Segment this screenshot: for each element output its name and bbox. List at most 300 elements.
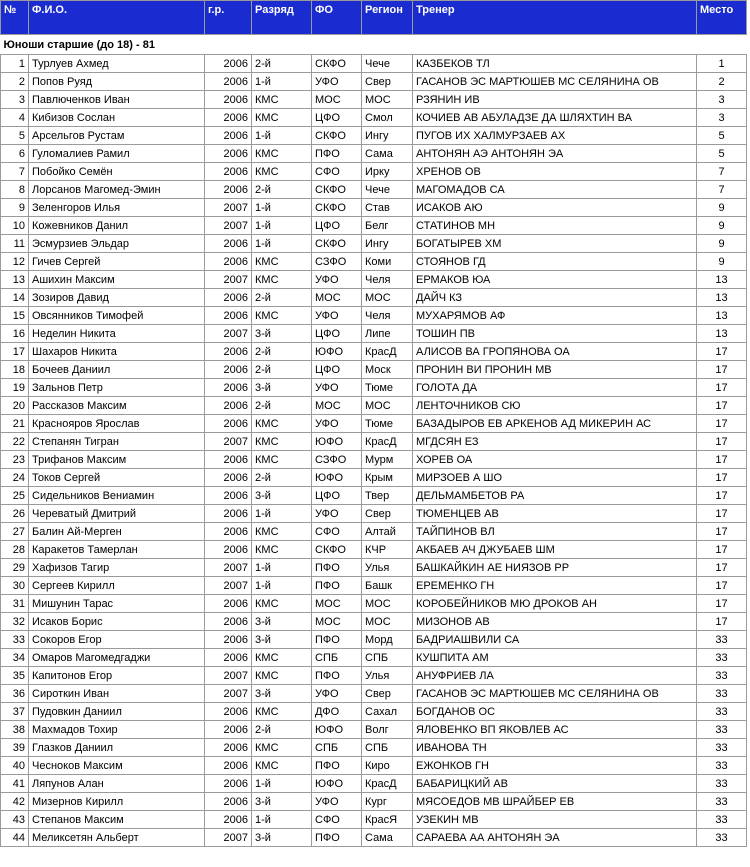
cell-number: 34: [1, 649, 29, 667]
cell-region: Став: [362, 199, 413, 217]
cell-number: 16: [1, 325, 29, 343]
cell-coach: БОГАТЫРЕВ ХМ: [413, 235, 697, 253]
cell-rank: КМС: [252, 595, 312, 613]
cell-rank: 3-й: [252, 613, 312, 631]
cell-name: Меликсетян Альберт: [29, 829, 205, 847]
cell-name: Гичев Сергей: [29, 253, 205, 271]
cell-rank: 3-й: [252, 325, 312, 343]
cell-coach: ГАСАНОВ ЭС МАРТЮШЕВ МС СЕЛЯНИНА ОВ: [413, 73, 697, 91]
cell-coach: БАШКАЙКИН АЕ НИЯЗОВ РР: [413, 559, 697, 577]
cell-name: Рассказов Максим: [29, 397, 205, 415]
cell-federal-district: СКФО: [312, 55, 362, 73]
cell-place: 33: [697, 775, 747, 793]
cell-birth-year: 2006: [205, 811, 252, 829]
cell-name: Балин Ай-Мерген: [29, 523, 205, 541]
cell-coach: ИСАКОВ АЮ: [413, 199, 697, 217]
cell-federal-district: СКФО: [312, 235, 362, 253]
cell-number: 18: [1, 361, 29, 379]
cell-birth-year: 2006: [205, 631, 252, 649]
cell-region: Улья: [362, 667, 413, 685]
cell-place: 7: [697, 163, 747, 181]
cell-federal-district: СЗФО: [312, 253, 362, 271]
cell-region: МОС: [362, 613, 413, 631]
cell-coach: ДЕЛЬМАМБЕТОВ РА: [413, 487, 697, 505]
cell-coach: ТОШИН ПВ: [413, 325, 697, 343]
cell-birth-year: 2007: [205, 199, 252, 217]
cell-federal-district: ПФО: [312, 145, 362, 163]
cell-coach: КОЧИЕВ АВ АБУЛАДЗЕ ДА ШЛЯХТИН ВА: [413, 109, 697, 127]
cell-federal-district: ЮФО: [312, 343, 362, 361]
table-row: [1, 523, 747, 541]
cell-federal-district: ПФО: [312, 667, 362, 685]
cell-region: Ингу: [362, 127, 413, 145]
cell-birth-year: 2006: [205, 253, 252, 271]
cell-number: 40: [1, 757, 29, 775]
cell-coach: МУХАРЯМОВ АФ: [413, 307, 697, 325]
cell-region: Коми: [362, 253, 413, 271]
cell-region: Челя: [362, 307, 413, 325]
table-row: [1, 775, 747, 793]
cell-coach: ГОЛОТА ДА: [413, 379, 697, 397]
cell-place: 13: [697, 325, 747, 343]
cell-coach: УЗЕКИН МВ: [413, 811, 697, 829]
cell-coach: ЛЕНТОЧНИКОВ СЮ: [413, 397, 697, 415]
cell-name: Сокоров Егор: [29, 631, 205, 649]
table-row: [1, 361, 747, 379]
cell-name: Омаров Магомедгаджи: [29, 649, 205, 667]
table-row: [1, 721, 747, 739]
cell-birth-year: 2006: [205, 361, 252, 379]
cell-number: 29: [1, 559, 29, 577]
cell-birth-year: 2006: [205, 595, 252, 613]
cell-birth-year: 2006: [205, 235, 252, 253]
cell-place: 9: [697, 217, 747, 235]
table-row: [1, 145, 747, 163]
cell-federal-district: ЦФО: [312, 217, 362, 235]
cell-region: Твер: [362, 487, 413, 505]
cell-birth-year: 2007: [205, 667, 252, 685]
cell-number: 37: [1, 703, 29, 721]
cell-place: 17: [697, 613, 747, 631]
cell-coach: МАГОМАДОВ СА: [413, 181, 697, 199]
header-place: Место: [697, 1, 747, 35]
cell-federal-district: ПФО: [312, 829, 362, 847]
cell-federal-district: СПБ: [312, 649, 362, 667]
cell-birth-year: 2006: [205, 163, 252, 181]
table-row: [1, 181, 747, 199]
cell-region: Тюме: [362, 379, 413, 397]
cell-rank: 1-й: [252, 559, 312, 577]
cell-place: 1: [697, 55, 747, 73]
cell-place: 17: [697, 469, 747, 487]
cell-rank: КМС: [252, 451, 312, 469]
cell-region: Моск: [362, 361, 413, 379]
table-row: [1, 163, 747, 181]
cell-region: СПБ: [362, 649, 413, 667]
cell-coach: КУШПИТА АМ: [413, 649, 697, 667]
cell-name: Павлюченков Иван: [29, 91, 205, 109]
cell-name: Глазков Даниил: [29, 739, 205, 757]
table-row: [1, 271, 747, 289]
cell-place: 17: [697, 343, 747, 361]
cell-birth-year: 2006: [205, 397, 252, 415]
cell-place: 33: [697, 793, 747, 811]
group-row: [1, 35, 747, 55]
cell-rank: 2-й: [252, 289, 312, 307]
cell-birth-year: 2006: [205, 721, 252, 739]
cell-federal-district: ПФО: [312, 577, 362, 595]
cell-place: 17: [697, 577, 747, 595]
cell-coach: ДАЙЧ КЗ: [413, 289, 697, 307]
cell-number: 39: [1, 739, 29, 757]
cell-name: Махмадов Тохир: [29, 721, 205, 739]
cell-birth-year: 2006: [205, 379, 252, 397]
cell-rank: 2-й: [252, 469, 312, 487]
cell-birth-year: 2007: [205, 559, 252, 577]
cell-number: 28: [1, 541, 29, 559]
cell-number: 30: [1, 577, 29, 595]
cell-place: 3: [697, 91, 747, 109]
cell-name: Шахаров Никита: [29, 343, 205, 361]
cell-federal-district: СКФО: [312, 541, 362, 559]
cell-birth-year: 2007: [205, 325, 252, 343]
cell-coach: САРАЕВА АА АНТОНЯН ЭА: [413, 829, 697, 847]
header-birth-year: г.р.: [205, 1, 252, 35]
cell-region: МОС: [362, 397, 413, 415]
cell-name: Сироткин Иван: [29, 685, 205, 703]
cell-number: 38: [1, 721, 29, 739]
cell-place: 33: [697, 829, 747, 847]
table-row: [1, 613, 747, 631]
table-row: [1, 631, 747, 649]
cell-federal-district: ЦФО: [312, 487, 362, 505]
cell-federal-district: УФО: [312, 73, 362, 91]
cell-federal-district: МОС: [312, 397, 362, 415]
cell-federal-district: УФО: [312, 793, 362, 811]
cell-place: 13: [697, 289, 747, 307]
cell-birth-year: 2006: [205, 487, 252, 505]
cell-name: Мизернов Кирилл: [29, 793, 205, 811]
cell-number: 12: [1, 253, 29, 271]
cell-federal-district: МОС: [312, 289, 362, 307]
table-row: [1, 685, 747, 703]
table-row: [1, 487, 747, 505]
cell-rank: КМС: [252, 433, 312, 451]
cell-name: Лорсанов Магомед-Эмин: [29, 181, 205, 199]
cell-birth-year: 2006: [205, 415, 252, 433]
cell-coach: БАЗАДЫРОВ ЕВ АРКЕНОВ АД МИКЕРИН АС: [413, 415, 697, 433]
cell-region: СПБ: [362, 739, 413, 757]
cell-region: Липе: [362, 325, 413, 343]
cell-name: Бочеев Даниил: [29, 361, 205, 379]
cell-coach: ГАСАНОВ ЭС МАРТЮШЕВ МС СЕЛЯНИНА ОВ: [413, 685, 697, 703]
cell-birth-year: 2006: [205, 109, 252, 127]
cell-number: 22: [1, 433, 29, 451]
cell-region: Чече: [362, 55, 413, 73]
cell-place: 33: [697, 667, 747, 685]
cell-place: 17: [697, 487, 747, 505]
cell-name: Сидельников Вениамин: [29, 487, 205, 505]
cell-rank: 3-й: [252, 379, 312, 397]
cell-birth-year: 2007: [205, 685, 252, 703]
table-row: [1, 109, 747, 127]
cell-region: Башк: [362, 577, 413, 595]
cell-coach: ЕРЕМЕНКО ГН: [413, 577, 697, 595]
cell-region: МОС: [362, 91, 413, 109]
cell-birth-year: 2006: [205, 181, 252, 199]
cell-name: Зальнов Петр: [29, 379, 205, 397]
cell-rank: 1-й: [252, 577, 312, 595]
table-row: [1, 595, 747, 613]
cell-birth-year: 2006: [205, 91, 252, 109]
table-row: [1, 289, 747, 307]
table-row: [1, 433, 747, 451]
cell-federal-district: ЮФО: [312, 469, 362, 487]
cell-name: Краснояров Ярослав: [29, 415, 205, 433]
header-name: Ф.И.О.: [29, 1, 205, 35]
cell-number: 42: [1, 793, 29, 811]
cell-name: Токов Сергей: [29, 469, 205, 487]
cell-name: Степанов Максим: [29, 811, 205, 829]
cell-place: 33: [697, 757, 747, 775]
cell-federal-district: ДФО: [312, 703, 362, 721]
cell-rank: КМС: [252, 145, 312, 163]
cell-rank: 3-й: [252, 685, 312, 703]
cell-place: 17: [697, 523, 747, 541]
cell-federal-district: ПФО: [312, 631, 362, 649]
cell-birth-year: 2006: [205, 307, 252, 325]
cell-number: 9: [1, 199, 29, 217]
cell-coach: ХОРЕВ ОА: [413, 451, 697, 469]
cell-name: Чесноков Максим: [29, 757, 205, 775]
cell-coach: РЗЯНИН ИВ: [413, 91, 697, 109]
cell-region: Кург: [362, 793, 413, 811]
cell-federal-district: МОС: [312, 595, 362, 613]
cell-number: 14: [1, 289, 29, 307]
table-row: [1, 415, 747, 433]
cell-name: Побойко Семён: [29, 163, 205, 181]
table-row: [1, 649, 747, 667]
cell-rank: КМС: [252, 271, 312, 289]
cell-number: 41: [1, 775, 29, 793]
cell-name: Ашихин Максим: [29, 271, 205, 289]
cell-coach: ИВАНОВА ТН: [413, 739, 697, 757]
cell-birth-year: 2006: [205, 343, 252, 361]
cell-name: Каракетов Тамерлан: [29, 541, 205, 559]
cell-name: Гуломалиев Рамил: [29, 145, 205, 163]
cell-region: Тюме: [362, 415, 413, 433]
cell-number: 27: [1, 523, 29, 541]
cell-rank: 3-й: [252, 829, 312, 847]
cell-number: 21: [1, 415, 29, 433]
cell-federal-district: МОС: [312, 613, 362, 631]
cell-birth-year: 2007: [205, 217, 252, 235]
cell-number: 17: [1, 343, 29, 361]
cell-birth-year: 2007: [205, 433, 252, 451]
cell-coach: БАБАРИЦКИЙ АВ: [413, 775, 697, 793]
cell-number: 24: [1, 469, 29, 487]
cell-coach: ТАЙПИНОВ ВЛ: [413, 523, 697, 541]
cell-coach: АКБАЕВ АЧ ДЖУБАЕВ ШМ: [413, 541, 697, 559]
cell-federal-district: СКФО: [312, 199, 362, 217]
cell-coach: АНУФРИЕВ ЛА: [413, 667, 697, 685]
cell-federal-district: УФО: [312, 271, 362, 289]
cell-region: Сахал: [362, 703, 413, 721]
cell-rank: 1-й: [252, 775, 312, 793]
cell-number: 4: [1, 109, 29, 127]
cell-birth-year: 2006: [205, 127, 252, 145]
cell-place: 17: [697, 415, 747, 433]
table-row: [1, 127, 747, 145]
cell-place: 33: [697, 739, 747, 757]
table-row: [1, 739, 747, 757]
cell-birth-year: 2006: [205, 145, 252, 163]
cell-birth-year: 2006: [205, 649, 252, 667]
cell-federal-district: СФО: [312, 523, 362, 541]
cell-name: Овсянников Тимофей: [29, 307, 205, 325]
cell-place: 17: [697, 595, 747, 613]
cell-place: 33: [697, 721, 747, 739]
cell-place: 13: [697, 307, 747, 325]
cell-coach: КАЗБЕКОВ ТЛ: [413, 55, 697, 73]
cell-place: 5: [697, 127, 747, 145]
cell-rank: 3-й: [252, 631, 312, 649]
cell-place: 3: [697, 109, 747, 127]
header-number: №: [1, 1, 29, 35]
cell-region: КрасД: [362, 433, 413, 451]
cell-name: Ляпунов Алан: [29, 775, 205, 793]
cell-federal-district: СЗФО: [312, 451, 362, 469]
cell-number: 2: [1, 73, 29, 91]
table-row: [1, 829, 747, 847]
cell-federal-district: СКФО: [312, 181, 362, 199]
cell-region: Белг: [362, 217, 413, 235]
cell-number: 3: [1, 91, 29, 109]
cell-place: 17: [697, 451, 747, 469]
cell-rank: 1-й: [252, 127, 312, 145]
cell-federal-district: ЦФО: [312, 361, 362, 379]
cell-region: МОС: [362, 595, 413, 613]
cell-rank: КМС: [252, 109, 312, 127]
cell-region: МОС: [362, 289, 413, 307]
cell-number: 6: [1, 145, 29, 163]
cell-region: Свер: [362, 73, 413, 91]
cell-place: 17: [697, 559, 747, 577]
cell-rank: 1-й: [252, 217, 312, 235]
cell-number: 25: [1, 487, 29, 505]
cell-name: Турлуев Ахмед: [29, 55, 205, 73]
cell-birth-year: 2006: [205, 451, 252, 469]
cell-place: 17: [697, 541, 747, 559]
cell-region: Чече: [362, 181, 413, 199]
cell-name: Попов Руяд: [29, 73, 205, 91]
cell-federal-district: СПБ: [312, 739, 362, 757]
table-row: [1, 793, 747, 811]
cell-number: 11: [1, 235, 29, 253]
cell-rank: 1-й: [252, 505, 312, 523]
cell-coach: ЕРМАКОВ ЮА: [413, 271, 697, 289]
cell-coach: ПУГОВ ИХ ХАЛМУРЗАЕВ АХ: [413, 127, 697, 145]
cell-place: 33: [697, 685, 747, 703]
cell-name: Исаков Борис: [29, 613, 205, 631]
cell-region: Волг: [362, 721, 413, 739]
cell-federal-district: УФО: [312, 415, 362, 433]
cell-federal-district: ЮФО: [312, 721, 362, 739]
cell-birth-year: 2007: [205, 829, 252, 847]
cell-place: 9: [697, 199, 747, 217]
cell-birth-year: 2007: [205, 577, 252, 595]
table-row: [1, 253, 747, 271]
cell-coach: ТЮМЕНЦЕВ АВ: [413, 505, 697, 523]
cell-federal-district: ЮФО: [312, 433, 362, 451]
cell-birth-year: 2006: [205, 613, 252, 631]
cell-region: КрасЯ: [362, 811, 413, 829]
table-row: [1, 217, 747, 235]
cell-federal-district: УФО: [312, 685, 362, 703]
table-row: [1, 73, 747, 91]
cell-rank: 2-й: [252, 343, 312, 361]
cell-name: Хафизов Тагир: [29, 559, 205, 577]
cell-number: 31: [1, 595, 29, 613]
cell-name: Мишунин Тарас: [29, 595, 205, 613]
cell-federal-district: МОС: [312, 91, 362, 109]
table-row: [1, 667, 747, 685]
cell-coach: ПРОНИН ВИ ПРОНИН МВ: [413, 361, 697, 379]
cell-name: Зозиров Давид: [29, 289, 205, 307]
cell-number: 1: [1, 55, 29, 73]
table-row: [1, 559, 747, 577]
cell-rank: 2-й: [252, 181, 312, 199]
cell-region: Смол: [362, 109, 413, 127]
header-rank: Разряд: [252, 1, 312, 35]
table-row: [1, 343, 747, 361]
cell-name: Сергеев Кирилл: [29, 577, 205, 595]
cell-coach: ЯЛОВЕНКО ВП ЯКОВЛЕВ АС: [413, 721, 697, 739]
header-coach: Тренер: [413, 1, 697, 35]
cell-rank: КМС: [252, 523, 312, 541]
cell-region: Ирку: [362, 163, 413, 181]
cell-region: Свер: [362, 685, 413, 703]
cell-place: 33: [697, 649, 747, 667]
cell-place: 33: [697, 703, 747, 721]
cell-rank: КМС: [252, 91, 312, 109]
table-row: [1, 811, 747, 829]
cell-number: 5: [1, 127, 29, 145]
cell-birth-year: 2006: [205, 739, 252, 757]
cell-region: Крым: [362, 469, 413, 487]
cell-rank: 1-й: [252, 811, 312, 829]
cell-birth-year: 2006: [205, 793, 252, 811]
table-row: [1, 379, 747, 397]
cell-rank: КМС: [252, 739, 312, 757]
cell-birth-year: 2006: [205, 541, 252, 559]
cell-rank: 3-й: [252, 793, 312, 811]
cell-rank: 2-й: [252, 721, 312, 739]
cell-rank: 3-й: [252, 487, 312, 505]
cell-name: Пудовкин Даниил: [29, 703, 205, 721]
cell-place: 9: [697, 253, 747, 271]
cell-number: 13: [1, 271, 29, 289]
cell-coach: АНТОНЯН АЭ АНТОНЯН ЭА: [413, 145, 697, 163]
table-row: [1, 505, 747, 523]
table-row: [1, 451, 747, 469]
cell-rank: КМС: [252, 757, 312, 775]
cell-coach: СТОЯНОВ ГД: [413, 253, 697, 271]
cell-region: КЧР: [362, 541, 413, 559]
cell-region: КрасД: [362, 343, 413, 361]
cell-federal-district: ПФО: [312, 757, 362, 775]
header-federal-district: ФО: [312, 1, 362, 35]
